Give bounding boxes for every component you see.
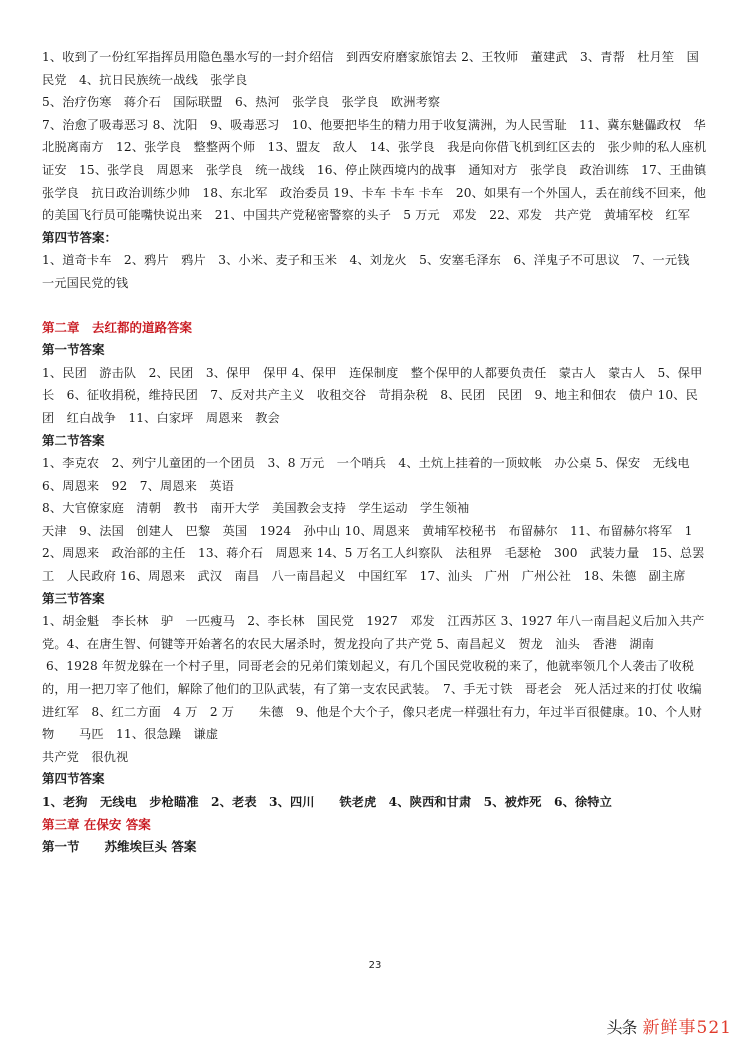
spacer — [42, 295, 708, 317]
section-heading: 第一节 苏维埃巨头 答案 — [42, 839, 197, 855]
watermark — [607, 1013, 732, 1038]
paragraph: 1、道奇卡车 2、鸦片 鸦片 3、小米、麦子和玉米 4、刘龙火 5、安塞毛泽东 6、洋鬼子不可思议 7、一元钱 一元国民党的钱 — [42, 253, 702, 290]
page-number: 23 — [368, 960, 382, 971]
paragraph: 8、大官僚家庭 清朝 教书 南开大学 美国教会支持 学生运动 学生领袖 — [42, 501, 470, 516]
section-heading: 第三节答案 — [42, 590, 105, 606]
paragraph: 1、民团 游击队 2、民团 3、保甲 保甲 4、保甲 连保制度 整个保甲的人都要负责任 蒙古人 蒙古人 5、保甲长 6、征收捐税，维持民团 7、反对共产主义 收租交谷 苛捐杂税 8、民团 民团 9、地主和佃农 债户 10、民团 红白战争 11、白家坪 周恩来 教会 — [42, 365, 703, 425]
chapter-heading: 第二章 去红都的道路答案 — [42, 319, 193, 335]
section-heading: 第一节答案 — [42, 342, 105, 358]
paragraph: 1、收到了一份红军指挥员用隐色墨水写的一封介绍信 到西安府磨家旅馆去 2、王牧师 董建武 3、青帮 杜月笙 国民党 4、抗日民族统一战线 张学良 — [42, 50, 699, 87]
paragraph: 5、治疗伤寒 蒋介石 国际联盟 6、热河 张学良 张学良 欧洲考察 — [42, 95, 441, 110]
section-heading: 第四节答案： — [42, 229, 118, 245]
watermark-brand: 头条 — [606, 1018, 637, 1037]
paragraph: 天津 9、法国 创建人 巴黎 英国 1924 孙中山 10、周恩来 黄埔军校秘书 布留赫尔 11、布留赫尔将军 12、周恩来 政治部的主任 13、蒋介石 周恩来 14、5 万名工人纠察队 法租界 毛瑟枪 300 武装力量 15、总罢工 人民政府 16、周恩来 武汉 南昌 八一南昌起义 中国红军 17、汕头 广州 广州公社 18、朱德 副主席 — [42, 523, 705, 584]
chapter-heading: 第三章 在保安 答案 — [42, 816, 151, 832]
paragraph: 1、胡金魁 李长林 驴 一匹瘦马 2、李长林 国民党 1927 邓发 江西苏区 3、1927 年八一南昌起义后加入共产党。4、在唐生智、何键等开始著名的农民大屠杀时，贺龙投向了共产党 5、南昌起义 贺龙 汕头 香港 湖南 — [42, 614, 705, 651]
paragraph: 共产党 很仇视 — [42, 749, 129, 764]
watermark-name: 新鲜事521 — [642, 1018, 732, 1038]
paragraph: 6、1928 年贺龙躲在一个村子里，同哥老会的兄弟们策划起义，有几个国民党收税的来了，他就率领几个人袭击了收税的，用一把刀宰了他们，解除了他们的卫队武装，有了第一支农民武装。 7、手无寸铁 哥老会 死人活过来的打仗 收编进红军 8、红二方面 4 万 2 万 朱德 9、他是个大个子，像只老虎一样强壮有力，年过半百很健康。10、个人财物 马匹 11、很急躁 谦虚 — [42, 659, 703, 742]
answer-text — [42, 46, 719, 859]
paragraph: 1、李克农 2、列宁儿童团的一个团员 3、8 万元 一个哨兵 4、土炕上挂着的一顶蚊帐 办公桌 5、保安 无线电 6、周恩来 92 7、周恩来 英语 — [42, 456, 703, 493]
paragraph: 7、治愈了吸毒恶习 8、沈阳 9、吸毒恶习 10、他要把毕生的精力用于收复满洲，为人民雪耻 11、冀东魅儡政权 华北脱离南方 12、张学良 整整两个师 13、盟友 敌人 14、张学良 我是向你借飞机到红区去的 张少帅的私人座机 证安 15、张学良 周恩来 张学良 统一战线 16、停止陕西境内的战事 通知对方 张学良 政治训练 17、王曲镇 张学良 抗日政治训练少帅 18、东北军 政治委员 19、卡车 卡车 卡车 20、如果有一个外国人，丢在前线不回来，他的美国飞行员可能嘴快说出来 21、中国共产党秘密警察的头子 5 万元 邓发 22、邓发 共产党 黄埔军校 红军 — [42, 117, 719, 223]
section-heading: 第二节答案 — [42, 432, 105, 448]
section-heading: 第四节答案 — [42, 771, 105, 787]
paragraph: 1、老狗 无线电 步枪瞄准 2、老表 3、四川 铁老虎 4、陕西和甘肃 5、被炸死 6、徐特立 — [42, 795, 612, 809]
